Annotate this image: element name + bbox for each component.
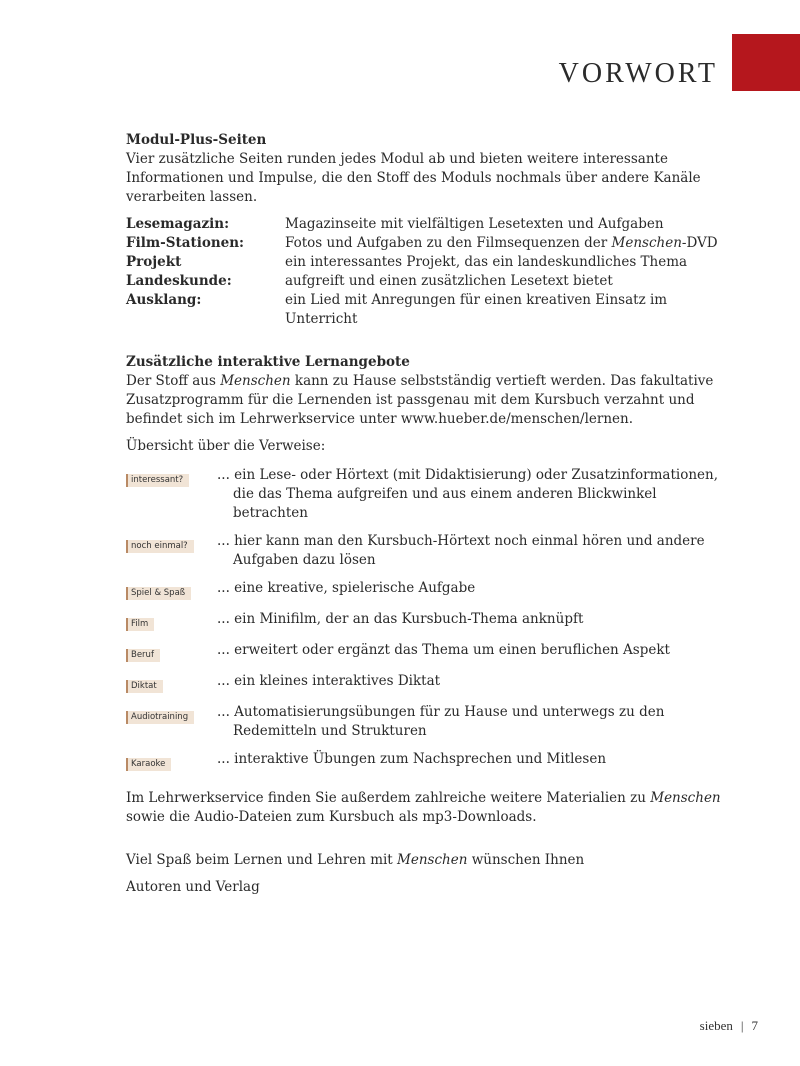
page-content [126,131,726,897]
reference-tag: Karaoke [126,758,171,771]
reference-item [126,750,726,772]
page-title: VORWORT [558,58,718,89]
definition-desc: Magazinseite mit vielfältigen Lesetexten und Aufgaben [285,216,664,232]
definition-term: Projekt Landeskunde: [126,254,232,289]
reference-item [126,703,726,741]
reference-tag: Audiotraining [126,711,194,724]
definition-term: Ausklang: [126,292,202,308]
definition-desc: ein Lied mit Anregungen für einen kreativen Einsatz im Unterricht [285,292,668,327]
reference-text: ... ein Lese- oder Hörtext (mit Didaktisierung) oder Zusatzinformationen, die das Thema aufgreifen und aus einem anderen Blickwinkel betrachten [217,467,718,521]
reference-tag: Spiel & Spaß [126,587,191,600]
reference-item [126,532,726,570]
reference-text: ... ein Minifilm, der an das Kursbuch-Thema anknüpft [217,611,584,627]
reference-text: ... interaktive Übungen zum Nachsprechen und Mitlesen [217,751,607,767]
reference-text: ... erweitert oder ergänzt das Thema um einen beruflichen Aspekt [217,642,670,658]
section-title-interaktiv: Zusätzliche interaktive Lernangebote [126,354,410,370]
definition-row [126,291,726,329]
reference-item [126,610,726,632]
reference-item [126,641,726,663]
signature: Autoren und Verlag [126,879,260,895]
reference-item [126,466,726,523]
reference-tag: Beruf [126,649,160,662]
section-title-modul-plus: Modul-Plus-Seiten [126,132,267,148]
definition-row [126,234,726,253]
definition-desc: Fotos und Aufgaben zu den Filmsequenzen der Menschen-DVD [285,235,718,251]
reference-tag: noch einmal? [126,540,194,553]
page-number: 7 [751,1018,758,1033]
accent-block [732,34,800,91]
footer-separator: | [740,1018,744,1033]
reference-text: ... ein kleines interaktives Diktat [217,673,441,689]
definition-row [126,215,726,234]
closing-line: Viel Spaß beim Lernen und Lehren mit Menschen wünschen Ihnen [126,852,585,868]
reference-text: ... eine kreative, spielerische Aufgabe [217,580,476,596]
page-word: sieben [699,1018,733,1033]
reference-item [126,579,726,601]
reference-item [126,672,726,694]
definition-term: Lesemagazin: [126,216,230,232]
definition-term: Film-Stationen: [126,235,245,251]
modul-plus-intro: Vier zusätzliche Seiten runden jedes Modul ab und bieten weitere interessante Informationen und Impulse, die den Stoff des Moduls nochmals über andere Kanäle verarbeiten lassen. [126,151,701,205]
reference-tag: interessant? [126,474,189,487]
reference-text: ... hier kann man den Kursbuch-Hörtext noch einmal hören und andere Aufgaben dazu lösen [217,533,705,568]
definition-row [126,253,726,291]
reference-tag: Film [126,618,154,631]
page-footer [700,1018,758,1034]
overview-label: Übersicht über die Verweise: [126,438,326,454]
lehrwerkservice-paragraph: Im Lehrwerkservice finden Sie außerdem zahlreiche weitere Materialien zu Menschen sowie die Audio-Dateien zum Kursbuch als mp3-Downloads. [126,790,721,825]
reference-tag: Diktat [126,680,163,693]
definition-desc: ein interessantes Projekt, das ein landeskundliches Thema aufgreift und einen zusätzlichen Lesetext bietet [285,254,688,289]
reference-text: ... Automatisierungsübungen für zu Hause und unterwegs zu den Redemitteln und Strukturen [217,704,665,739]
interaktiv-paragraph: Der Stoff aus Menschen kann zu Hause selbstständig vertieft werden. Das fakultative Zusatzprogramm für die Lernenden ist passgenau mit dem Kursbuch verzahnt und befindet sich im Lehrwerkservice unter www.hueber.de/menschen/lernen. [126,373,714,427]
